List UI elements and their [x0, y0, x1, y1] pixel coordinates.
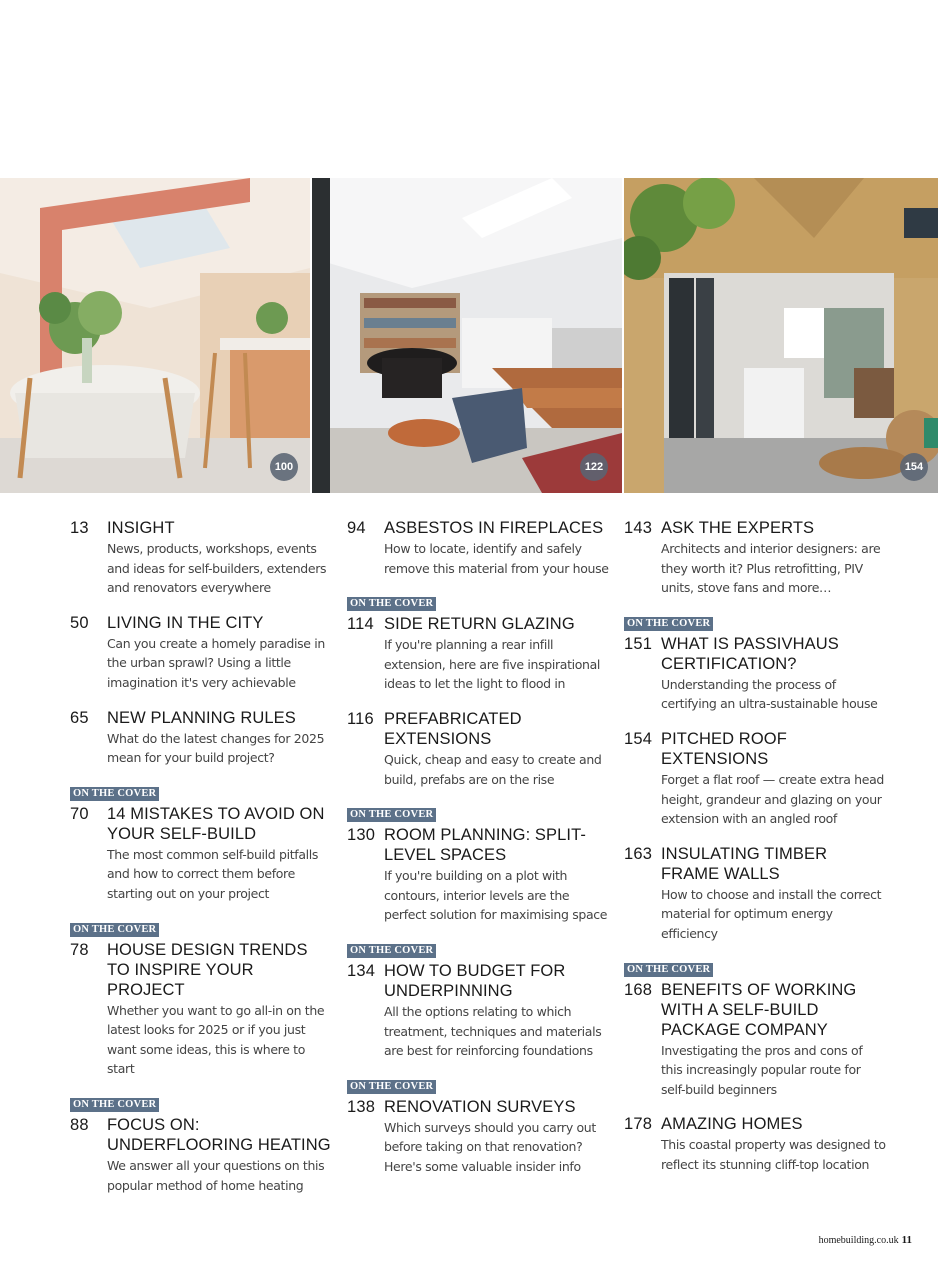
entry-title: PREFABRICATED EXTENSIONS [384, 709, 522, 748]
contents-entry[interactable] [624, 729, 886, 829]
entry-description: The most common self-build pitfalls and how to correct them before starting out on your project [107, 846, 319, 901]
entry-description: Can you create a homely paradise in the urban sprawl? Using a little imagination it's very achievable [107, 635, 325, 690]
contents-column-1 [70, 518, 332, 1210]
on-the-cover-tag: ON THE COVER [70, 1098, 159, 1112]
on-the-cover-tag: ON THE COVER [624, 617, 713, 631]
entry-page-number: 163 [624, 844, 653, 863]
page-badge: 122 [580, 453, 608, 481]
entry-title: HOW TO BUDGET FOR UNDERPINNING [384, 961, 566, 1000]
entry-page-number: 13 [70, 519, 89, 537]
contents-entry[interactable] [347, 1097, 609, 1177]
on-the-cover-tag: ON THE COVER [70, 923, 159, 937]
photo-split-level-room [312, 178, 622, 493]
entry-page-number: 70 [70, 804, 89, 823]
on-the-cover-tag: ON THE COVER [347, 1080, 436, 1094]
entry-description: If you're planning a rear infill extension, here are five inspirational ideas to let the light to flood in [384, 637, 601, 692]
entry-page-number: 143 [624, 519, 653, 537]
entry-page-number: 114 [347, 615, 374, 634]
entry-page-number: 154 [624, 729, 653, 748]
entry-description: What do the latest changes for 2025 mean for your build project? [107, 730, 325, 766]
entry-title: FOCUS ON: UNDERFLOORING HEATING [107, 1115, 331, 1154]
contents-entry[interactable] [624, 1114, 886, 1174]
contents-entry[interactable] [347, 825, 609, 925]
on-the-cover-tag: ON THE COVER [70, 787, 159, 801]
entry-description: Investigating the pros and cons of this increasingly popular route for self-build beginners [661, 1042, 863, 1097]
entry-description: This coastal property was designed to reflect its stunning cliff-top location [661, 1137, 886, 1172]
entry-page-number: 50 [70, 613, 89, 632]
contents-column-3 [624, 518, 886, 1190]
entry-description: How to choose and install the correct material for optimum energy efficiency [661, 886, 882, 941]
entry-title: PITCHED ROOF EXTENSIONS [661, 729, 787, 768]
contents-entry[interactable] [624, 518, 886, 598]
entry-title: LIVING IN THE CITY [107, 613, 264, 632]
page-footer [819, 1234, 912, 1246]
entry-page-number: 134 [347, 961, 376, 980]
entry-description: How to locate, identify and safely remove this material from your house [384, 541, 609, 576]
page-badge: 154 [900, 453, 928, 481]
contents-entry[interactable] [70, 940, 332, 1079]
contents-entry[interactable] [624, 634, 886, 714]
contents-entry[interactable] [347, 518, 609, 578]
entry-description: Forget a flat roof — create extra head height, grandeur and glazing on your extension with an angled roof [661, 771, 884, 827]
footer-site: homebuilding.co.uk [818, 1235, 899, 1246]
entry-page-number: 78 [70, 940, 89, 959]
contents-entry[interactable] [70, 804, 332, 904]
contents-entry[interactable] [624, 844, 886, 944]
contents-entry[interactable] [624, 980, 886, 1100]
entry-page-number: 65 [70, 708, 89, 727]
on-the-cover-tag: ON THE COVER [347, 808, 436, 822]
entry-page-number: 138 [347, 1097, 376, 1116]
entry-description: Which surveys should you carry out before taking on that renovation? Here's some valuable insider info [384, 1119, 596, 1174]
entry-description: Quick, cheap and easy to create and build, prefabs are on the rise [384, 751, 602, 787]
entry-page-number: 116 [347, 709, 374, 728]
entry-title: ROOM PLANNING: SPLIT-LEVEL SPACES [384, 826, 586, 865]
entry-description: Understanding the process of certifying an ultra-sustainable house [661, 676, 878, 712]
photo-pitched-roof-extension [624, 178, 938, 493]
photo-strip [0, 178, 938, 493]
entry-page-number: 94 [347, 519, 366, 537]
entry-page-number: 168 [624, 980, 653, 999]
on-the-cover-tag: ON THE COVER [347, 944, 436, 958]
contents-entry[interactable] [347, 709, 609, 789]
contents-column-2 [347, 518, 609, 1192]
photo-kitchen-dining [0, 178, 310, 493]
footer-page-number: 11 [901, 1234, 912, 1246]
entry-description: Architects and interior designers: are they worth it? Plus retrofitting, PIV units, stove fans and more… [661, 541, 881, 596]
entry-title: INSULATING TIMBER FRAME WALLS [661, 844, 828, 883]
entry-title: HOUSE DESIGN TRENDS TO INSPIRE YOUR PROJECT [107, 940, 308, 999]
entry-title: BENEFITS OF WORKING WITH A SELF-BUILD PACKAGE COMPANY [661, 980, 857, 1039]
entry-description: We answer all your questions on this popular method of home heating [107, 1157, 325, 1193]
entry-page-number: 88 [70, 1115, 89, 1134]
contents-entry[interactable] [347, 614, 609, 694]
entry-title: ASBESTOS IN FIREPLACES [384, 519, 604, 537]
contents-entry[interactable] [70, 1115, 332, 1195]
entry-page-number: 151 [624, 634, 653, 653]
on-the-cover-tag: ON THE COVER [624, 963, 713, 977]
entry-page-number: 178 [624, 1115, 653, 1134]
contents-entry[interactable] [70, 613, 332, 693]
entry-description: News, products, workshops, events and ideas for self-builders, extenders and renovators everywhere [107, 541, 327, 596]
entry-description: If you're building on a plot with contours, interior levels are the perfect solution for maximising space [384, 868, 608, 923]
entry-title: RENOVATION SURVEYS [384, 1097, 576, 1116]
entry-title: SIDE RETURN GLAZING [384, 615, 575, 634]
entry-title: NEW PLANNING RULES [107, 708, 296, 727]
entry-page-number: 130 [347, 826, 376, 845]
entry-title: ASK THE EXPERTS [661, 519, 815, 537]
contents-entry[interactable] [347, 961, 609, 1061]
entry-title: WHAT IS PASSIVHAUS CERTIFICATION? [661, 634, 839, 673]
entry-title: 14 MISTAKES TO AVOID ON YOUR SELF-BUILD [107, 804, 325, 843]
contents-entry[interactable] [70, 518, 332, 598]
contents-entry[interactable] [70, 708, 332, 768]
entry-title: AMAZING HOMES [661, 1115, 803, 1134]
on-the-cover-tag: ON THE COVER [347, 597, 436, 611]
entry-description: All the options relating to which treatment, techniques and materials are best for reinforcing foundations [384, 1003, 602, 1059]
entry-title: INSIGHT [107, 519, 175, 537]
page-badge: 100 [270, 453, 298, 481]
entry-description: Whether you want to go all-in on the latest looks for 2025 or if you just want some ideas, this is where to start [107, 1002, 325, 1077]
